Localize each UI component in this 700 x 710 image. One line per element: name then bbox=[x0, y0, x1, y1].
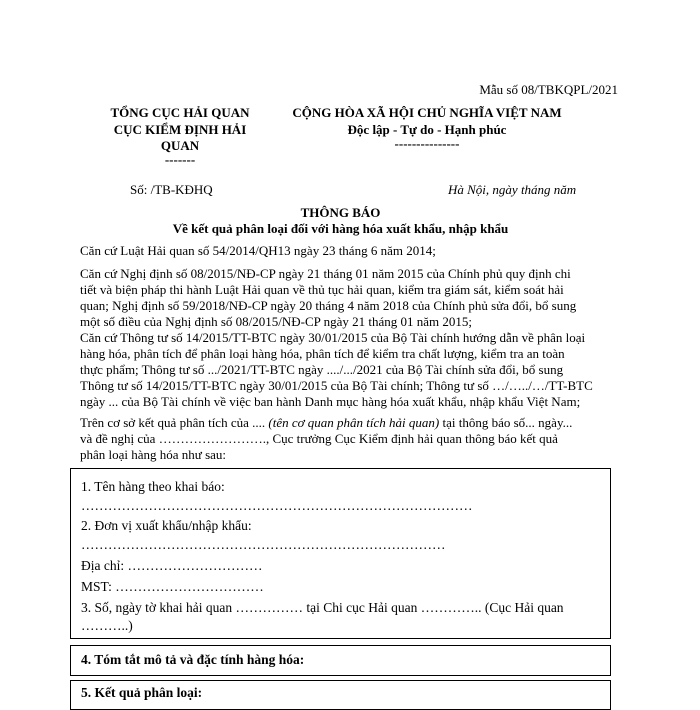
agency-divider: ------- bbox=[164, 152, 196, 167]
legal-basis-decree-line: một số điều của Nghị định số 08/2015/NĐ-CP ngày 21 tháng 01 năm 2015; bbox=[80, 314, 473, 329]
goods-name-dots: …………………………………………………………………………… bbox=[81, 498, 473, 513]
intro-text: Trên cơ sở kết quả phân tích của .... bbox=[80, 415, 269, 430]
agency-name-line2: QUAN bbox=[160, 138, 200, 153]
legal-basis-circular-line: Thông tư số 14/2015/TT-BTC ngày 30/01/2015 của Bộ Tài chính; Thông tư số …/…../…/TT-BTC bbox=[80, 378, 593, 393]
intro-line: phân loại hàng hóa như sau: bbox=[80, 447, 227, 462]
address-field: Địa chỉ: ………………………… bbox=[81, 558, 263, 573]
classification-result-box bbox=[70, 680, 611, 710]
intro-text: tại thông báo số... ngày... bbox=[439, 415, 573, 430]
place-date: Hà Nội, ngày tháng năm bbox=[448, 182, 577, 197]
form-number: Mẫu số 08/TBKQPL/2021 bbox=[479, 82, 618, 97]
republic-title: CỘNG HÒA XÃ HỘI CHỦ NGHĨA VIỆT NAM bbox=[292, 105, 562, 120]
republic-motto: Độc lập - Tự do - Hạnh phúc bbox=[347, 122, 507, 137]
legal-basis-decree-line: Căn cứ Nghị định số 08/2015/NĐ-CP ngày 21 tháng 01 năm 2015 của Chính phủ quy định chi bbox=[80, 266, 571, 281]
goods-description-label: 4. Tóm tắt mô tả và đặc tính hàng hóa: bbox=[81, 652, 305, 667]
goods-description-box bbox=[70, 645, 611, 676]
document-number: Số: /TB-KĐHQ bbox=[130, 182, 213, 197]
intro-line: và đề nghị của ……………………., Cục trưởng Cục Kiểm định hải quan thông báo kết quả bbox=[80, 431, 558, 446]
republic-divider: --------------- bbox=[394, 136, 460, 151]
goods-info-box bbox=[70, 468, 611, 639]
intro-italic-note: (tên cơ quan phân tích hải quan) bbox=[268, 415, 440, 430]
legal-basis-law: Căn cứ Luật Hải quan số 54/2014/QH13 ngày 23 tháng 6 năm 2014; bbox=[80, 243, 436, 258]
legal-basis-decree-line: tiết và biện pháp thi hành Luật Hải quan về thủ tục hải quan, kiểm tra giám sát, kiểm soát hải bbox=[80, 282, 564, 297]
notice-subtitle: Về kết quả phân loại đối với hàng hóa xuất khẩu, nhập khẩu bbox=[172, 221, 509, 236]
goods-name-label: 1. Tên hàng theo khai báo: bbox=[81, 479, 225, 494]
legal-basis-decree-line: quan; Nghị định số 59/2018/NĐ-CP ngày 20 tháng 4 năm 2018 của Chính phủ sửa đổi, bổ sung bbox=[80, 298, 577, 313]
customs-declaration-line: 3. Số, ngày tờ khai hải quan …………… tại Chi cục Hải quan ………….. (Cục Hải quan bbox=[81, 600, 564, 615]
tax-code-field: MST: …………………………… bbox=[81, 579, 264, 594]
legal-basis-circular-line: thực phẩm; Thông tư số .../2021/TT-BTC ngày ..../.../2021 của Bộ Tài chính sửa đổi, bổ sung bbox=[80, 362, 564, 377]
legal-basis-circular-line: ngày ... của Bộ Tài chính về việc ban hành Danh mục hàng hóa xuất khẩu, nhập khẩu Việt Nam; bbox=[80, 394, 581, 409]
notice-title: THÔNG BÁO bbox=[300, 205, 381, 220]
legal-basis-circular-line: hàng hóa, phân tích để phân loại hàng hóa, phân tích để kiểm tra chất lượng, kiểm tra an toàn bbox=[80, 346, 565, 361]
agency-parent: TỔNG CỤC HẢI QUAN bbox=[110, 105, 250, 120]
customs-declaration-line: ………..) bbox=[81, 618, 133, 633]
classification-result-label: 5. Kết quả phân loại: bbox=[81, 685, 203, 700]
exporter-importer-label: 2. Đơn vị xuất khẩu/nhập khẩu: bbox=[81, 518, 252, 533]
intro-line bbox=[80, 415, 572, 431]
legal-basis-circular-line: Căn cứ Thông tư số 14/2015/TT-BTC ngày 30/01/2015 của Bộ Tài chính hướng dẫn về phân loại bbox=[80, 330, 586, 345]
exporter-importer-dots: ……………………………………………………………………… bbox=[81, 537, 446, 552]
agency-name-line1: CỤC KIỂM ĐỊNH HẢI bbox=[113, 122, 247, 137]
